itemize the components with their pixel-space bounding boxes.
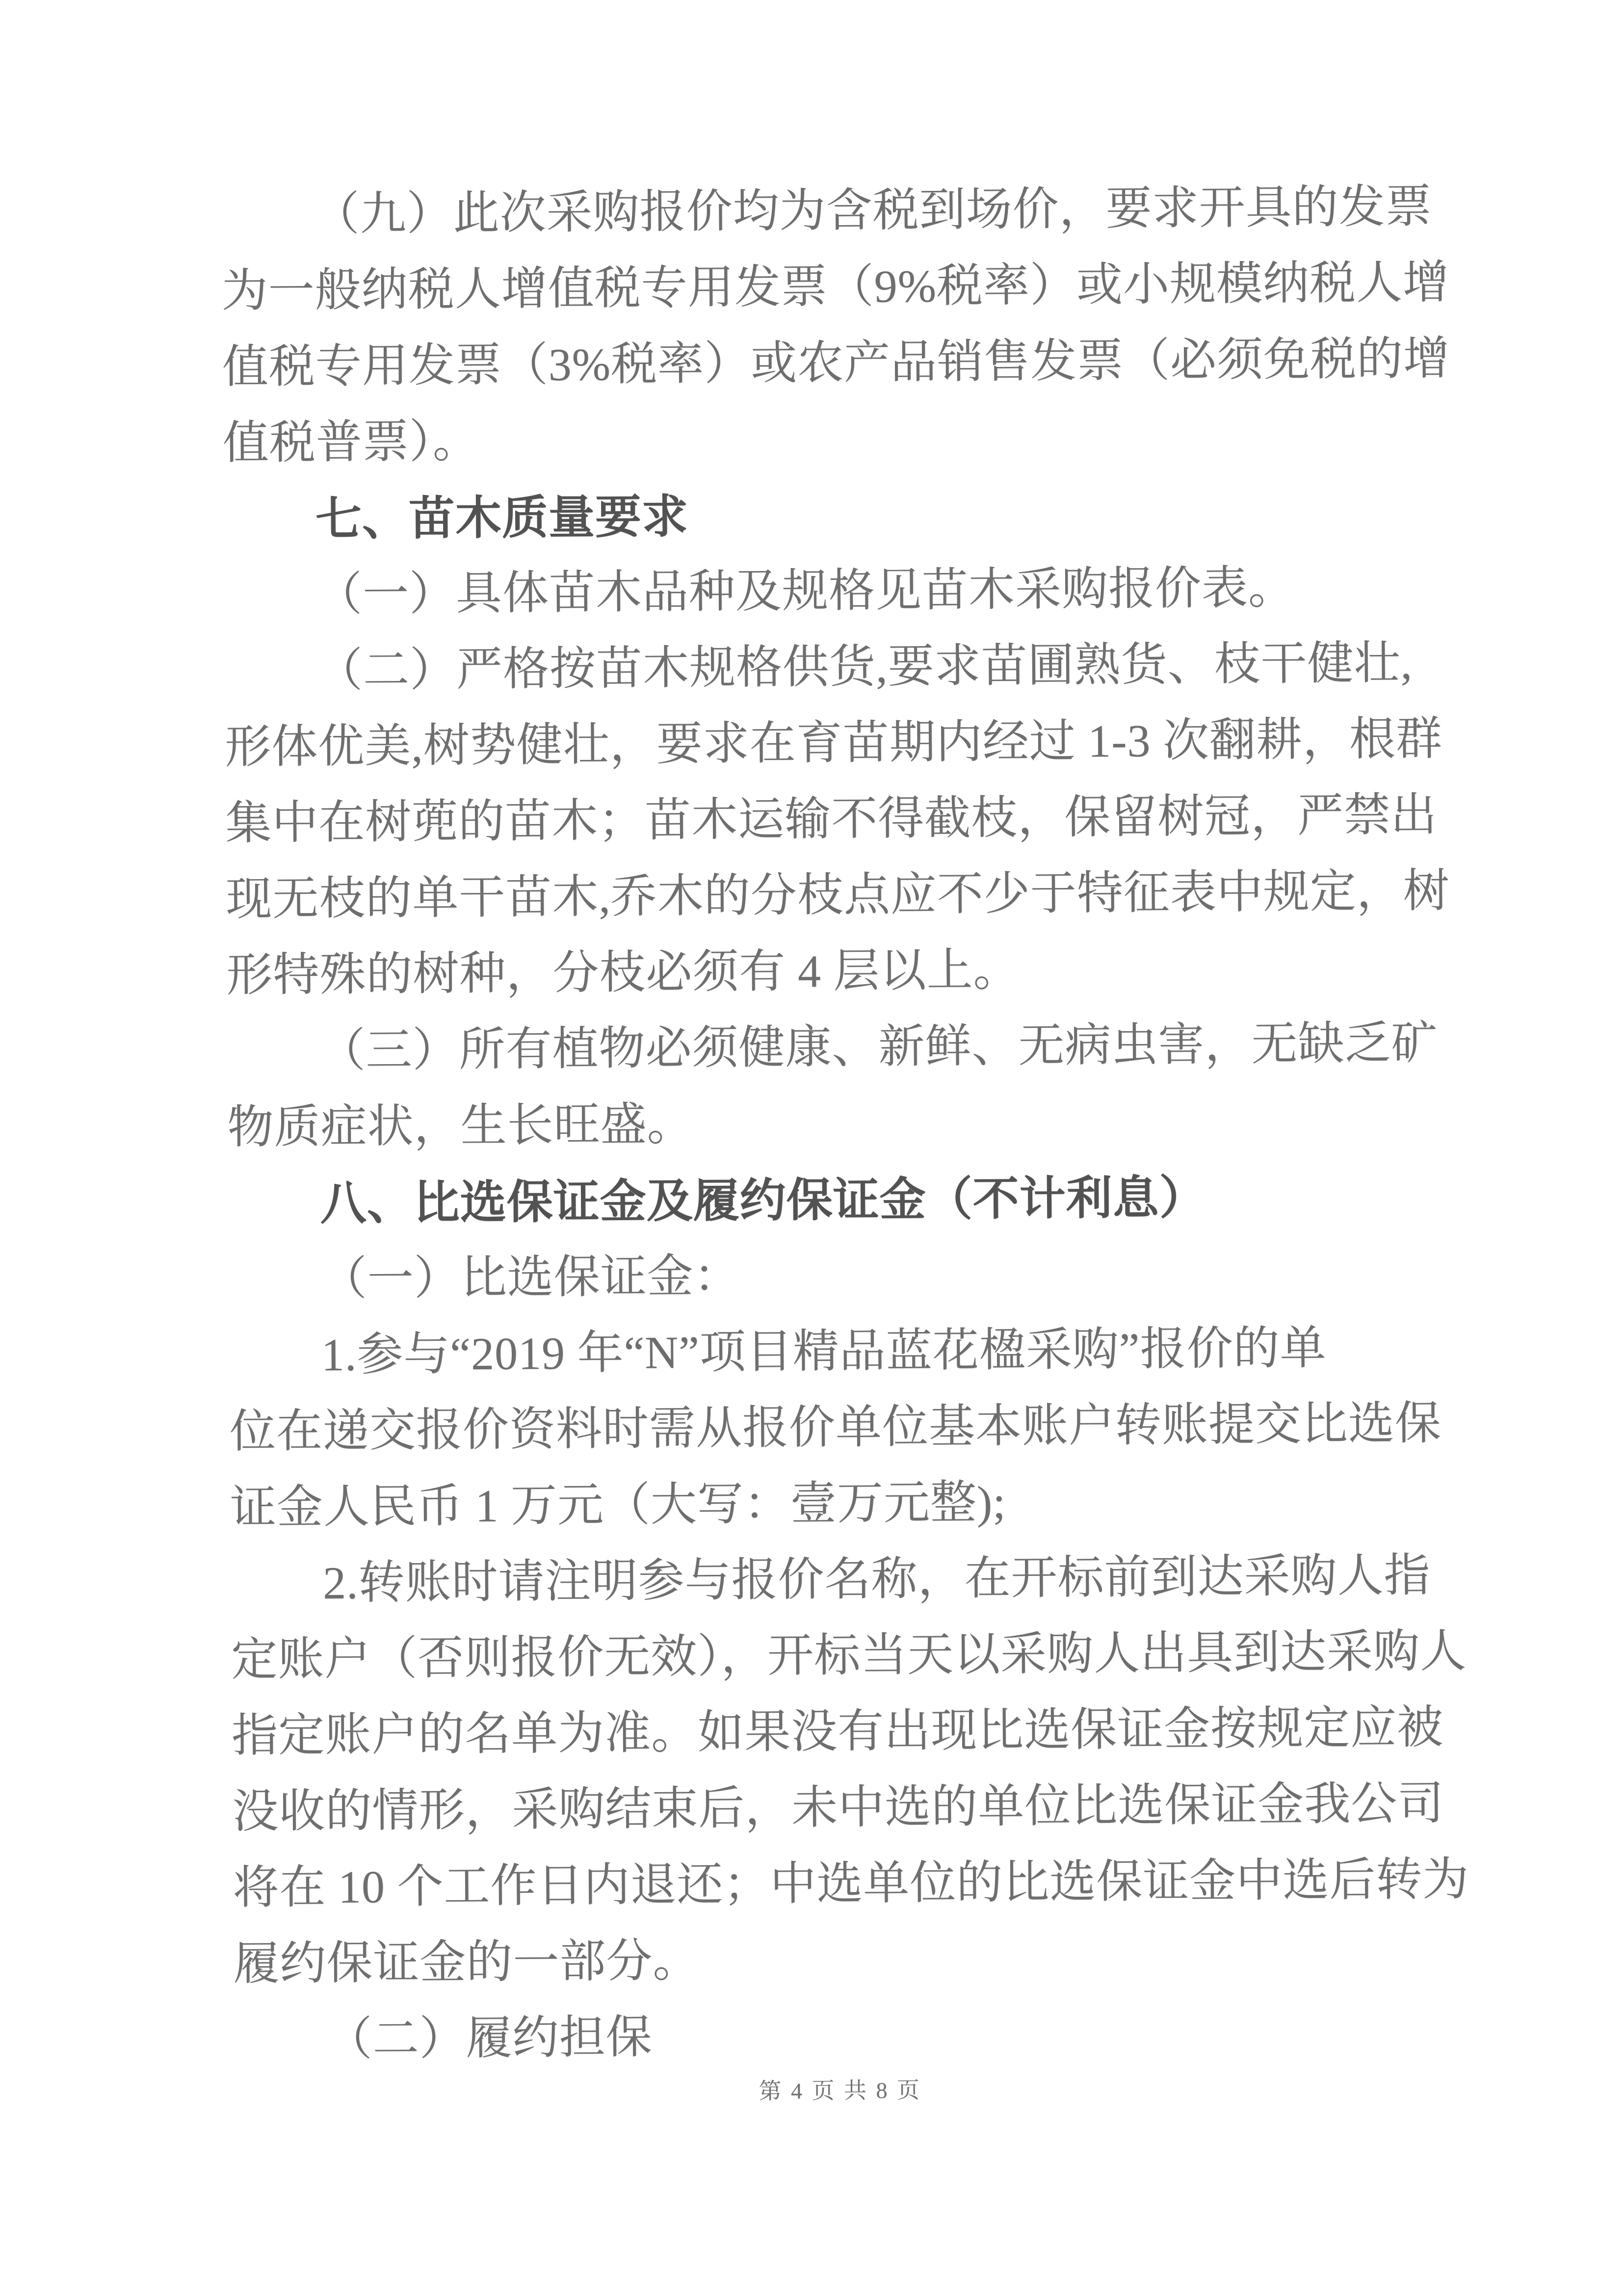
paragraph-line: 值税普票）。: [222, 416, 480, 469]
paragraph-line: 履约保证金的一部分。: [233, 1935, 700, 1990]
paragraph-line: （一）比选保证金：: [320, 1251, 741, 1305]
paragraph-line: 没收的情形，采购结束后，未中选的单位比选保证金我公司: [232, 1778, 1444, 1838]
paragraph-line: （二）严格按苗木规格供货,要求苗圃熟货、枝干健壮,: [316, 637, 1413, 697]
paragraph-line: 值税专用发票（3%税率）或农产品销售发票（必须免税的增: [222, 333, 1450, 393]
paragraph-line: 形体优美,树势健壮，要求在育苗期内经过 1-3 次翻耕，根群: [224, 713, 1443, 773]
section-heading: 八、比选保证金及履约保证金（不计利息）: [320, 1171, 1206, 1229]
paragraph-line: 形特殊的树种，分枝必须有 4 层以上。: [226, 944, 1020, 1001]
paragraph-line: （二）履约担保: [326, 2011, 653, 2065]
paragraph-line: 位在递交报价资料时需从报价单位基本账户转账提交比选保: [229, 1398, 1442, 1458]
page-number-footer: 第 4 页 共 8 页: [759, 2077, 922, 2104]
paragraph-line: 为一般纳税人增值税专用发票（9%税率）或小规模纳税人增: [221, 257, 1450, 317]
paragraph-line: 定账户（否则报价无效），开标当天以采购人出具到达采购人: [231, 1625, 1467, 1686]
paragraph-line: 物质症状，生长旺盛。: [227, 1098, 694, 1153]
paragraph-line: 将在 10 个工作日内退还；中选单位的比选保证金中选后转为: [233, 1853, 1469, 1914]
paragraph-line: （一）具体苗木品种及规格见苗木采购报价表。: [315, 562, 1295, 621]
paragraph-line: 2.转账时请注明参与报价名称，在开标前到达采购人指: [322, 1550, 1431, 1609]
paragraph-line: 指定账户的名单为准。如果没有出现比选保证金按规定应被: [231, 1702, 1444, 1762]
section-heading: 七、苗木质量要求: [315, 490, 689, 545]
paragraph-line: 集中在树蔸的苗木；苗木运输不得截枝，保留树冠，严禁出: [225, 789, 1438, 849]
paragraph-line: （九）此次采购报价均为含税到场价，要求开具的发票: [313, 181, 1432, 240]
paragraph-line: 现无枝的单干苗木,乔木的分枝点应不少于特征表中规定，树: [225, 865, 1450, 925]
paragraph-line: 证金人民币 1 万元（大写：壹万元整);: [230, 1477, 1006, 1534]
paragraph-line: （三）所有植物必须健康、新鲜、无病虫害，无缺乏矿: [319, 1018, 1438, 1077]
paragraph-line: 1.参与“2019 年“N”项目精品蓝花楹采购”报价的单: [321, 1322, 1327, 1381]
document-content: [221, 169, 1469, 2110]
